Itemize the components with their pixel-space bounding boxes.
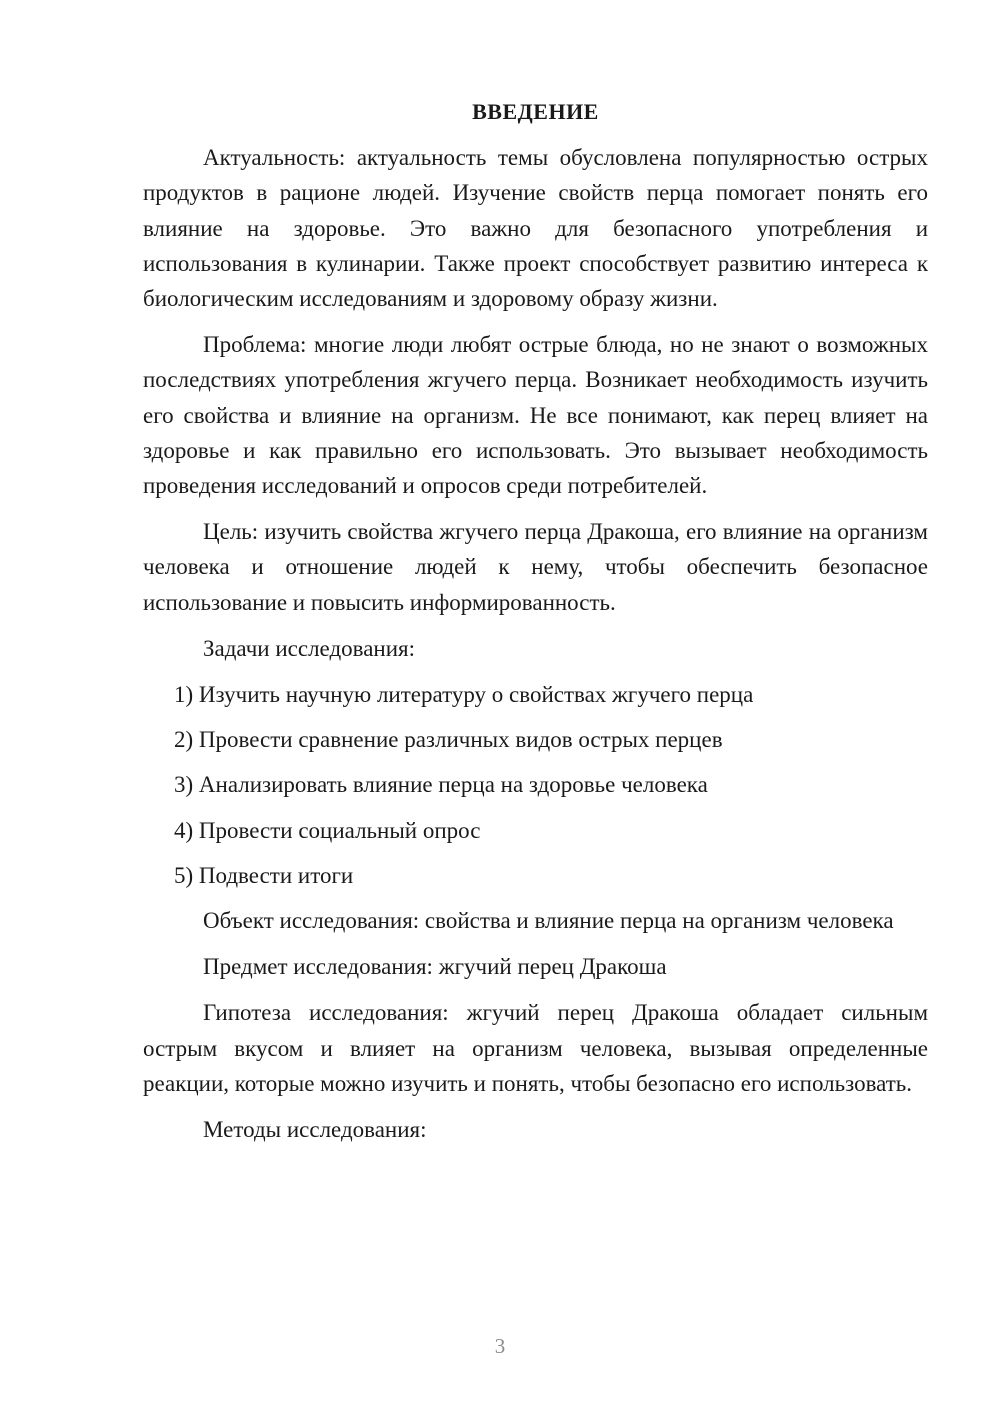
task-item: 3) Анализировать влияние перца на здоровье человека: [174, 772, 708, 798]
hypothesis-paragraph: Гипотеза исследования: жгучий перец Дракоша обладает сильным острым вкусом и влияет на организм человека, вызывая определенные реакции, которые можно изучить и понять, чтобы безопасно его использовать.: [143, 1000, 928, 1096]
subject-line: Предмет исследования: жгучий перец Дракоша: [203, 954, 667, 980]
tasks-list: [143, 677, 928, 893]
task-item: 1) Изучить научную литературу о свойствах жгучего перца: [174, 682, 754, 708]
goal-paragraph: Цель: изучить свойства жгучего перца Дракоша, его влияние на организм человека и отношение людей к нему, чтобы обеспечить безопасное использование и повысить информированность.: [143, 519, 928, 615]
page-number: 3: [494, 1334, 506, 1358]
page-content: [143, 94, 928, 1158]
section-heading: ВВЕДЕНИЕ: [472, 99, 599, 124]
task-item: 2) Провести сравнение различных видов острых перцев: [174, 727, 723, 753]
task-item: 4) Провести социальный опрос: [174, 817, 481, 843]
tasks-title: Задачи исследования:: [203, 635, 416, 661]
task-item: 5) Подвести итоги: [174, 862, 354, 888]
relevance-paragraph: Актуальность: актуальность темы обусловлена популярностью острых продуктов в рационе людей. Изучение свойств перца помогает понять его влияние на здоровье. Это важно для безопасного употребления и использования в кулинарии. Также проект способствует развитию интереса к биологическим исследованиям и здоровому образу жизни.: [143, 145, 928, 312]
problem-paragraph: Проблема: многие люди любят острые блюда, но не знают о возможных последствиях употребления жгучего перца. Возникает необходимость изучить его свойства и влияние на организм. Не все понимают, как перец влияет на здоровье и как правильно его использовать. Это вызывает необходимость проведения исследований и опросов среди потребителей.: [143, 332, 928, 499]
methods-title: Методы исследования:: [203, 1117, 427, 1143]
object-paragraph: Объект исследования: свойства и влияние перца на организм человека: [203, 908, 894, 934]
